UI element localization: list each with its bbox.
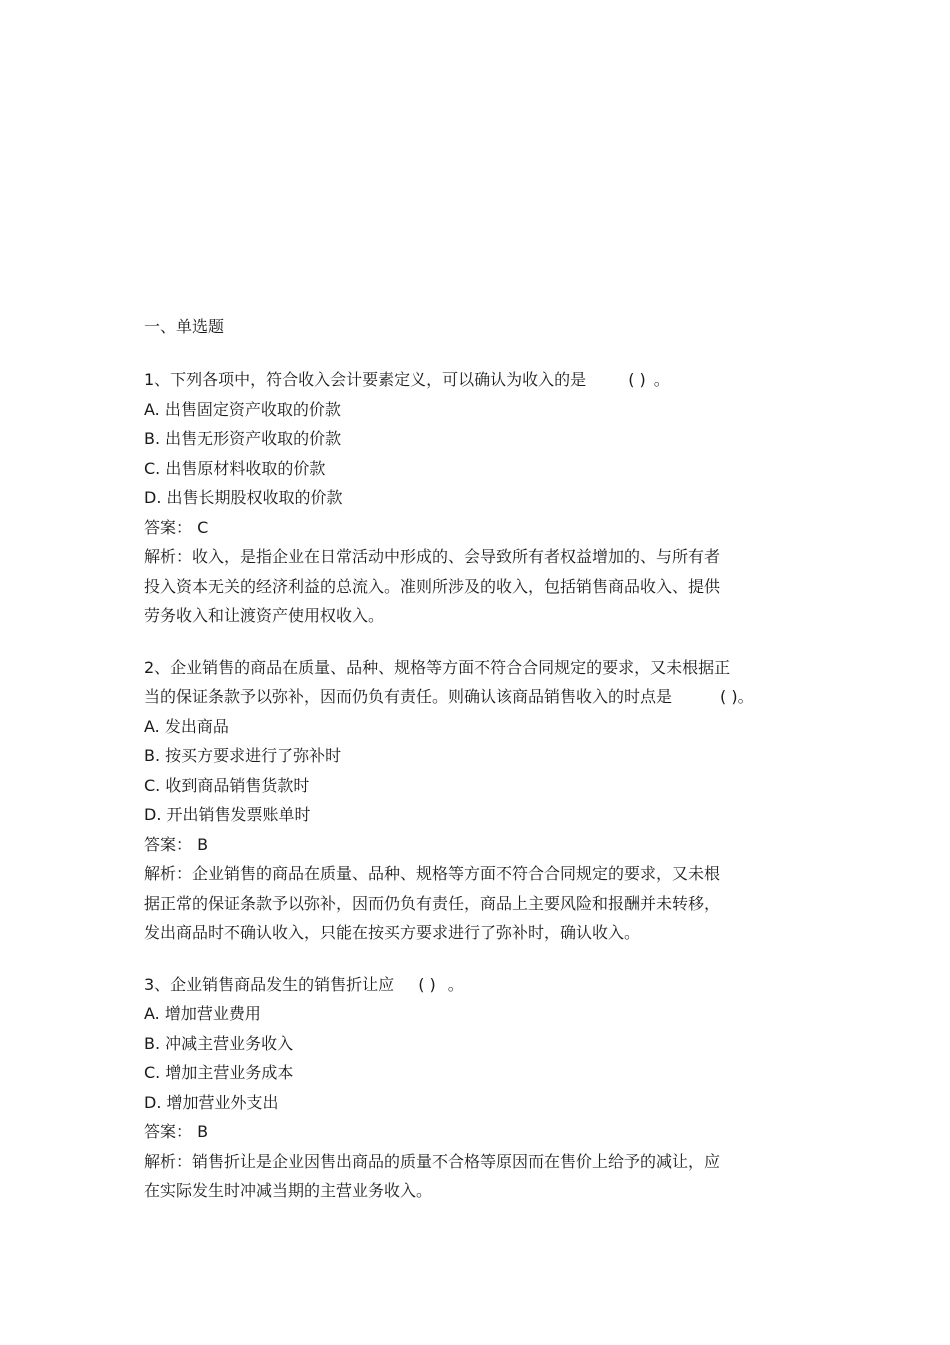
stem-end-punct: 。	[737, 687, 754, 706]
option-d: D. 增加营业外支出	[144, 1092, 279, 1112]
answer-blank: ( )	[418, 974, 436, 994]
option-d: D. 出售长期股权收取的价款	[144, 488, 343, 507]
option-b: B. 按买方要求进行了弥补时	[144, 746, 342, 765]
explanation-line: 据正常的保证条款予以弥补，因而仍负有责任，商品上主要风险和报酬并未转移，	[144, 893, 721, 913]
option-c: C. 收到商品销售货款时	[144, 775, 310, 795]
option-d: D. 开出销售发票账单时	[144, 805, 311, 824]
option-c: C. 出售原材料收取的价款	[144, 458, 326, 478]
option-b: B. 冲减主营业务收入	[144, 1033, 294, 1053]
answer-blank: ( )	[720, 687, 738, 706]
explanation-line: 解析：收入，是指企业在日常活动中形成的、会导致所有者权益增加的、与所有者	[144, 547, 721, 566]
question-1	[144, 365, 794, 631]
explanation-line: 解析：企业销售的商品在质量、品种、规格等方面不符合合同规定的要求，又未根	[144, 864, 721, 883]
question-stem	[144, 682, 794, 712]
question-stem-text: 当的保证条款予以弥补，因而仍负有责任。则确认该商品销售收入的时点是	[144, 687, 673, 706]
question-stem	[144, 365, 794, 395]
question-2	[144, 653, 794, 948]
explanation-line: 在实际发生时冲减当期的主营业务收入。	[144, 1181, 433, 1200]
question-3	[144, 970, 794, 1206]
answer: 答案： C	[144, 517, 209, 537]
option-c: C. 增加主营业务成本	[144, 1063, 294, 1082]
explanation-line: 解析：销售折让是企业因售出商品的质量不合格等原因而在售价上给予的减让，应	[144, 1151, 721, 1171]
answer: 答案： B	[144, 834, 209, 854]
stem-end-punct: 。	[653, 370, 670, 389]
answer: 答案： B	[144, 1122, 209, 1141]
stem-end-punct: 。	[447, 974, 464, 994]
option-a: A. 发出商品	[144, 716, 229, 736]
option-a: A. 增加营业费用	[144, 1004, 261, 1023]
question-stem-text: 3、企业销售商品发生的销售折让应	[144, 974, 395, 994]
option-a: A. 出售固定资产收取的价款	[144, 399, 341, 419]
document-page	[144, 312, 794, 1228]
option-b: B. 出售无形资产收取的价款	[144, 429, 342, 448]
answer-blank: ( )	[628, 370, 646, 389]
section-title: 一、单选题	[144, 317, 225, 336]
question-stem: 2、企业销售的商品在质量、品种、规格等方面不符合合同规定的要求，又未根据正	[144, 657, 731, 677]
explanation-line: 投入资本无关的经济利益的总流入。准则所涉及的收入，包括销售商品收入、提供	[144, 576, 721, 596]
question-stem	[144, 970, 794, 1000]
explanation-line: 劳务收入和让渡资产使用权收入。	[144, 606, 385, 625]
explanation-line: 发出商品时不确认收入，只能在按买方要求进行了弥补时，确认收入。	[144, 923, 641, 942]
question-stem-text: 1、下列各项中，符合收入会计要素定义，可以确认为收入的是	[144, 370, 587, 389]
